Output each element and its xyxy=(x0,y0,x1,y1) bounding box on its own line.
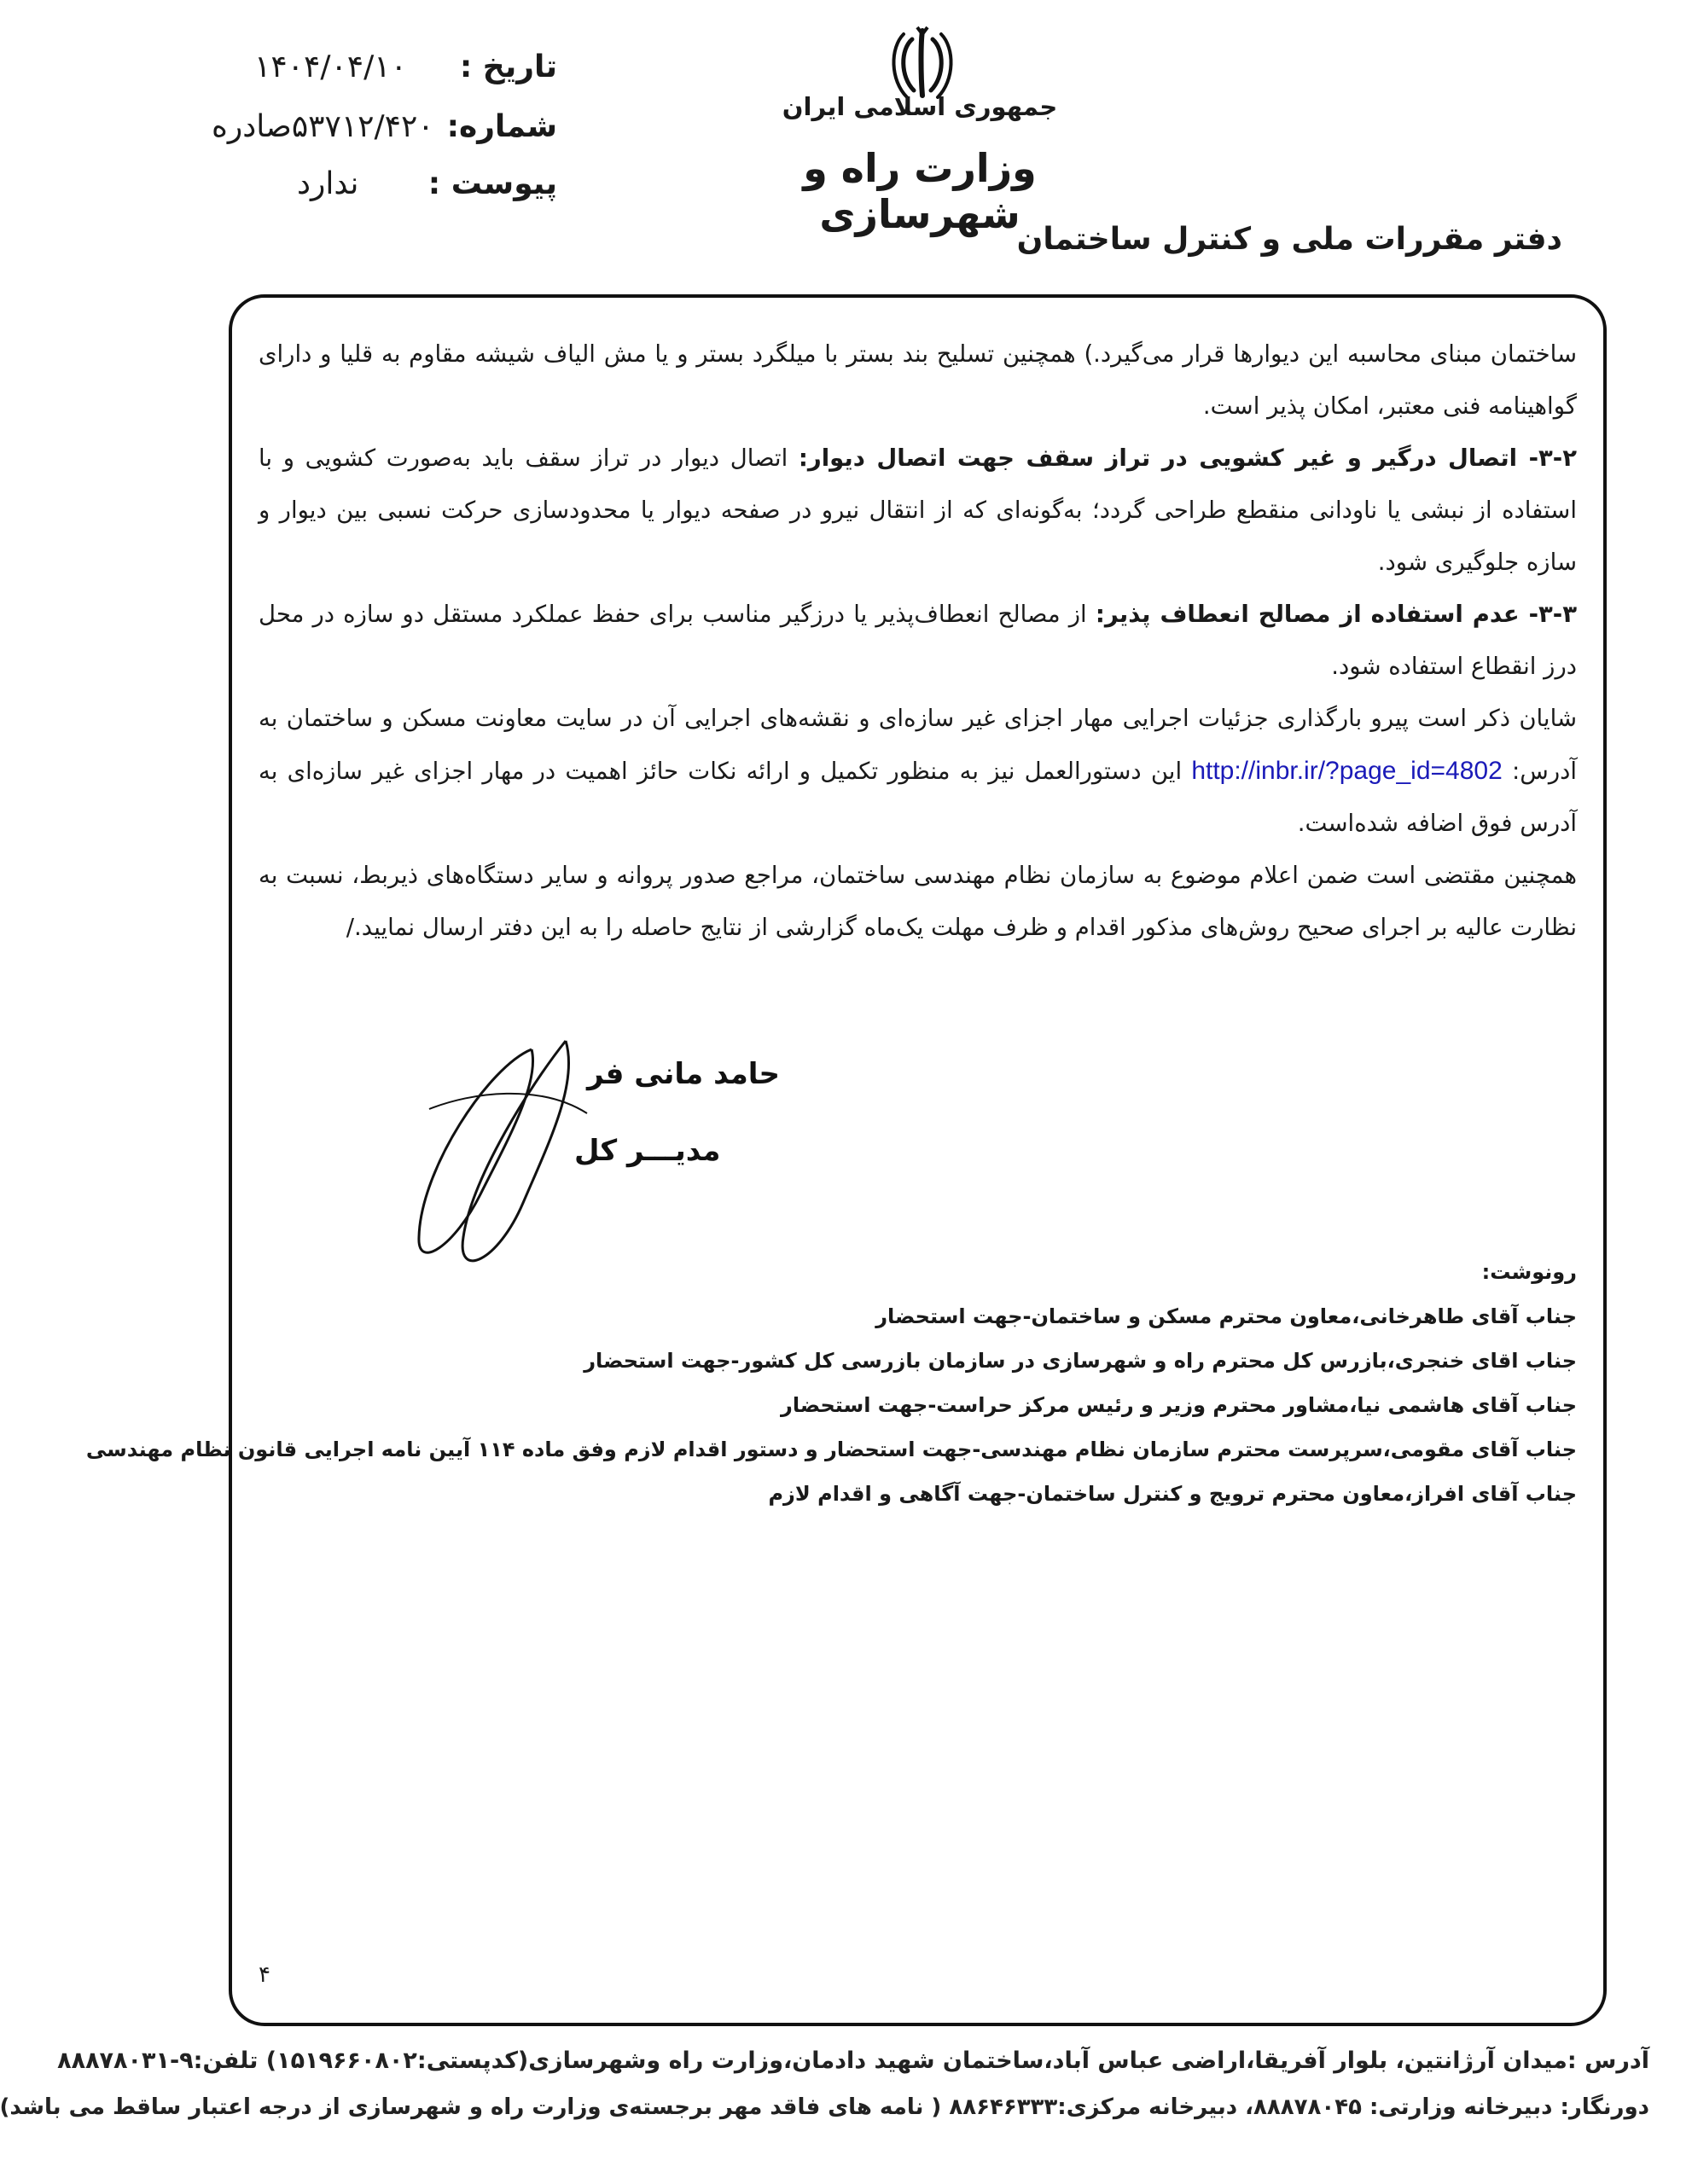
date-row xyxy=(212,49,557,92)
cc-item: جناب آقای مقومی،سرپرست محترم سازمان نظام مهندسی-جهت استحضار و دستور اقدام لازم وفق ماده ۱۱۴ آیین نامه اجرایی قانون نظام مهندسی xyxy=(85,1438,1577,1461)
office-title: دفتر مقررات ملی و کنترل ساختمان xyxy=(1016,222,1562,257)
ministry-title: وزارت راه و شهرسازی xyxy=(803,145,1037,237)
section-3-3-text: از مصالح انعطاف‌پذیر یا درزگیر مناسب برای حفظ عملکرد مستقل دو سازه در محل درز انقطاع استفاده شود. xyxy=(259,601,1577,680)
date-value: ۱۴۰۴/۰۴/۱۰ xyxy=(254,49,407,84)
footer-address: آدرس :میدان آرژانتین، بلوار آفریقا،اراضی عباس آباد،ساختمان شهید دادمان،وزارت راه وشهرسازی(کدپستی:۱۵۱۹۶۶۰۸۰۲) تلفن:۹-۸۸۸۷۸۰۳۱ xyxy=(57,2048,1649,2074)
attachment-label: پیوست : xyxy=(427,166,557,201)
letter-body xyxy=(259,328,1577,954)
section-3-3-heading: ۳-۳- عدم استفاده از مصالح انعطاف پذیر: xyxy=(1095,601,1577,628)
cc-section xyxy=(85,1250,1577,1516)
number-label: شماره: xyxy=(446,109,557,144)
number-row xyxy=(212,109,557,152)
paragraph-2 xyxy=(259,433,1577,589)
inbr-link[interactable]: http://inbr.ir/?page_id=4802 xyxy=(1191,757,1503,785)
number-value: ۵۳۷۱۲/۴۲۰صادره xyxy=(212,109,434,144)
paragraph-3 xyxy=(259,589,1577,693)
signature-title-text: مدیـــر کل xyxy=(574,1134,721,1168)
cc-label: رونوشت: xyxy=(1481,1260,1577,1284)
paragraph-4-end: این دستورالعمل نیز به منظور تکمیل و ارائه نکات حائز اهمیت در مهار اجزای غیر سازه‌ای به آدرس فوق اضافه شده‌است. xyxy=(259,758,1577,837)
date-label: تاریخ : xyxy=(459,49,557,84)
cc-item: جناب آقای افراز،معاون محترم ترویج و کنترل ساختمان-جهت آگاهی و اقدام لازم xyxy=(768,1482,1577,1506)
paragraph-4-start: شایان ذکر است پیرو بارگذاری جزئیات اجرایی مهار اجزای غیر سازه‌ای و نقشه‌های اجرایی آن در سایت معاونت مسکن و ساختمان به آدرس: xyxy=(259,705,1577,785)
page-number: ۴ xyxy=(259,1962,270,1988)
attachment-row xyxy=(212,166,557,209)
section-3-2-heading: ۳-۲- اتصال درگیر و غیر کشویی در تراز سقف جهت اتصال دیوار: xyxy=(798,444,1577,472)
paragraph-5: همچنین مقتضی است ضمن اعلام موضوع به سازمان نظام مهندسی ساختمان، مراجع صدور پروانه و سایر دستگاه‌های ذیربط، نسبت به نظارت عالیه بر اجرای صحیح روش‌های مذکور اقدام و ظرف مهلت یک‌ماه گزارشی از نتایج حاصله را به این دفتر ارسال نمایید./ xyxy=(259,862,1577,941)
cc-item: جناب اقای خنجری،بازرس کل محترم راه و شهرسازی در سازمان بازرسی کل کشور-جهت استحضار xyxy=(584,1349,1577,1373)
paragraph-1: ساختمان مبنای محاسبه این دیوارها قرار می‌گیرد.) همچنین تسلیح بند بستر با میلگرد بستر و یا مش الیاف شیشه مقاوم به قلیا و دارای گواهینامه فنی معتبر، امکان پذیر است. xyxy=(259,340,1577,420)
republic-title: جمهوری اسلامی ایران xyxy=(782,92,1058,121)
signature-image xyxy=(404,1032,781,1271)
signature-name-text: حامد مانی فر xyxy=(587,1057,781,1091)
section-3-2-text: اتصال دیوار در تراز سقف باید به‌صورت کشویی و با استفاده از نبشی یا ناودانی منقطع طراحی گردد؛ به‌گونه‌ای که از انتقال نیرو در صفحه دیوار یا محدودسازی حرکت نسبی بین دیوار و سازه جلوگیری شود. xyxy=(259,444,1577,576)
footer-fax: دورنگار: دبیرخانه وزارتی: ۸۸۸۷۸۰۴۵، دبیرخانه مرکزی:۸۸۶۴۶۳۳۳ ( نامه های فاقد مهر برجسته‌ی وزارت راه و شهرسازی از درجه اعتبار ساقط می باشد) xyxy=(0,2094,1649,2120)
cc-item: جناب آقای هاشمی نیا،مشاور محترم وزیر و رئیس مرکز حراست-جهت استحضار xyxy=(781,1393,1577,1417)
paragraph-4 xyxy=(259,693,1577,850)
cc-item: جناب آقای طاهرخانی،معاون محترم مسکن و ساختمان-جهت استحضار xyxy=(875,1304,1577,1328)
attachment-value: ندارد xyxy=(297,166,359,201)
